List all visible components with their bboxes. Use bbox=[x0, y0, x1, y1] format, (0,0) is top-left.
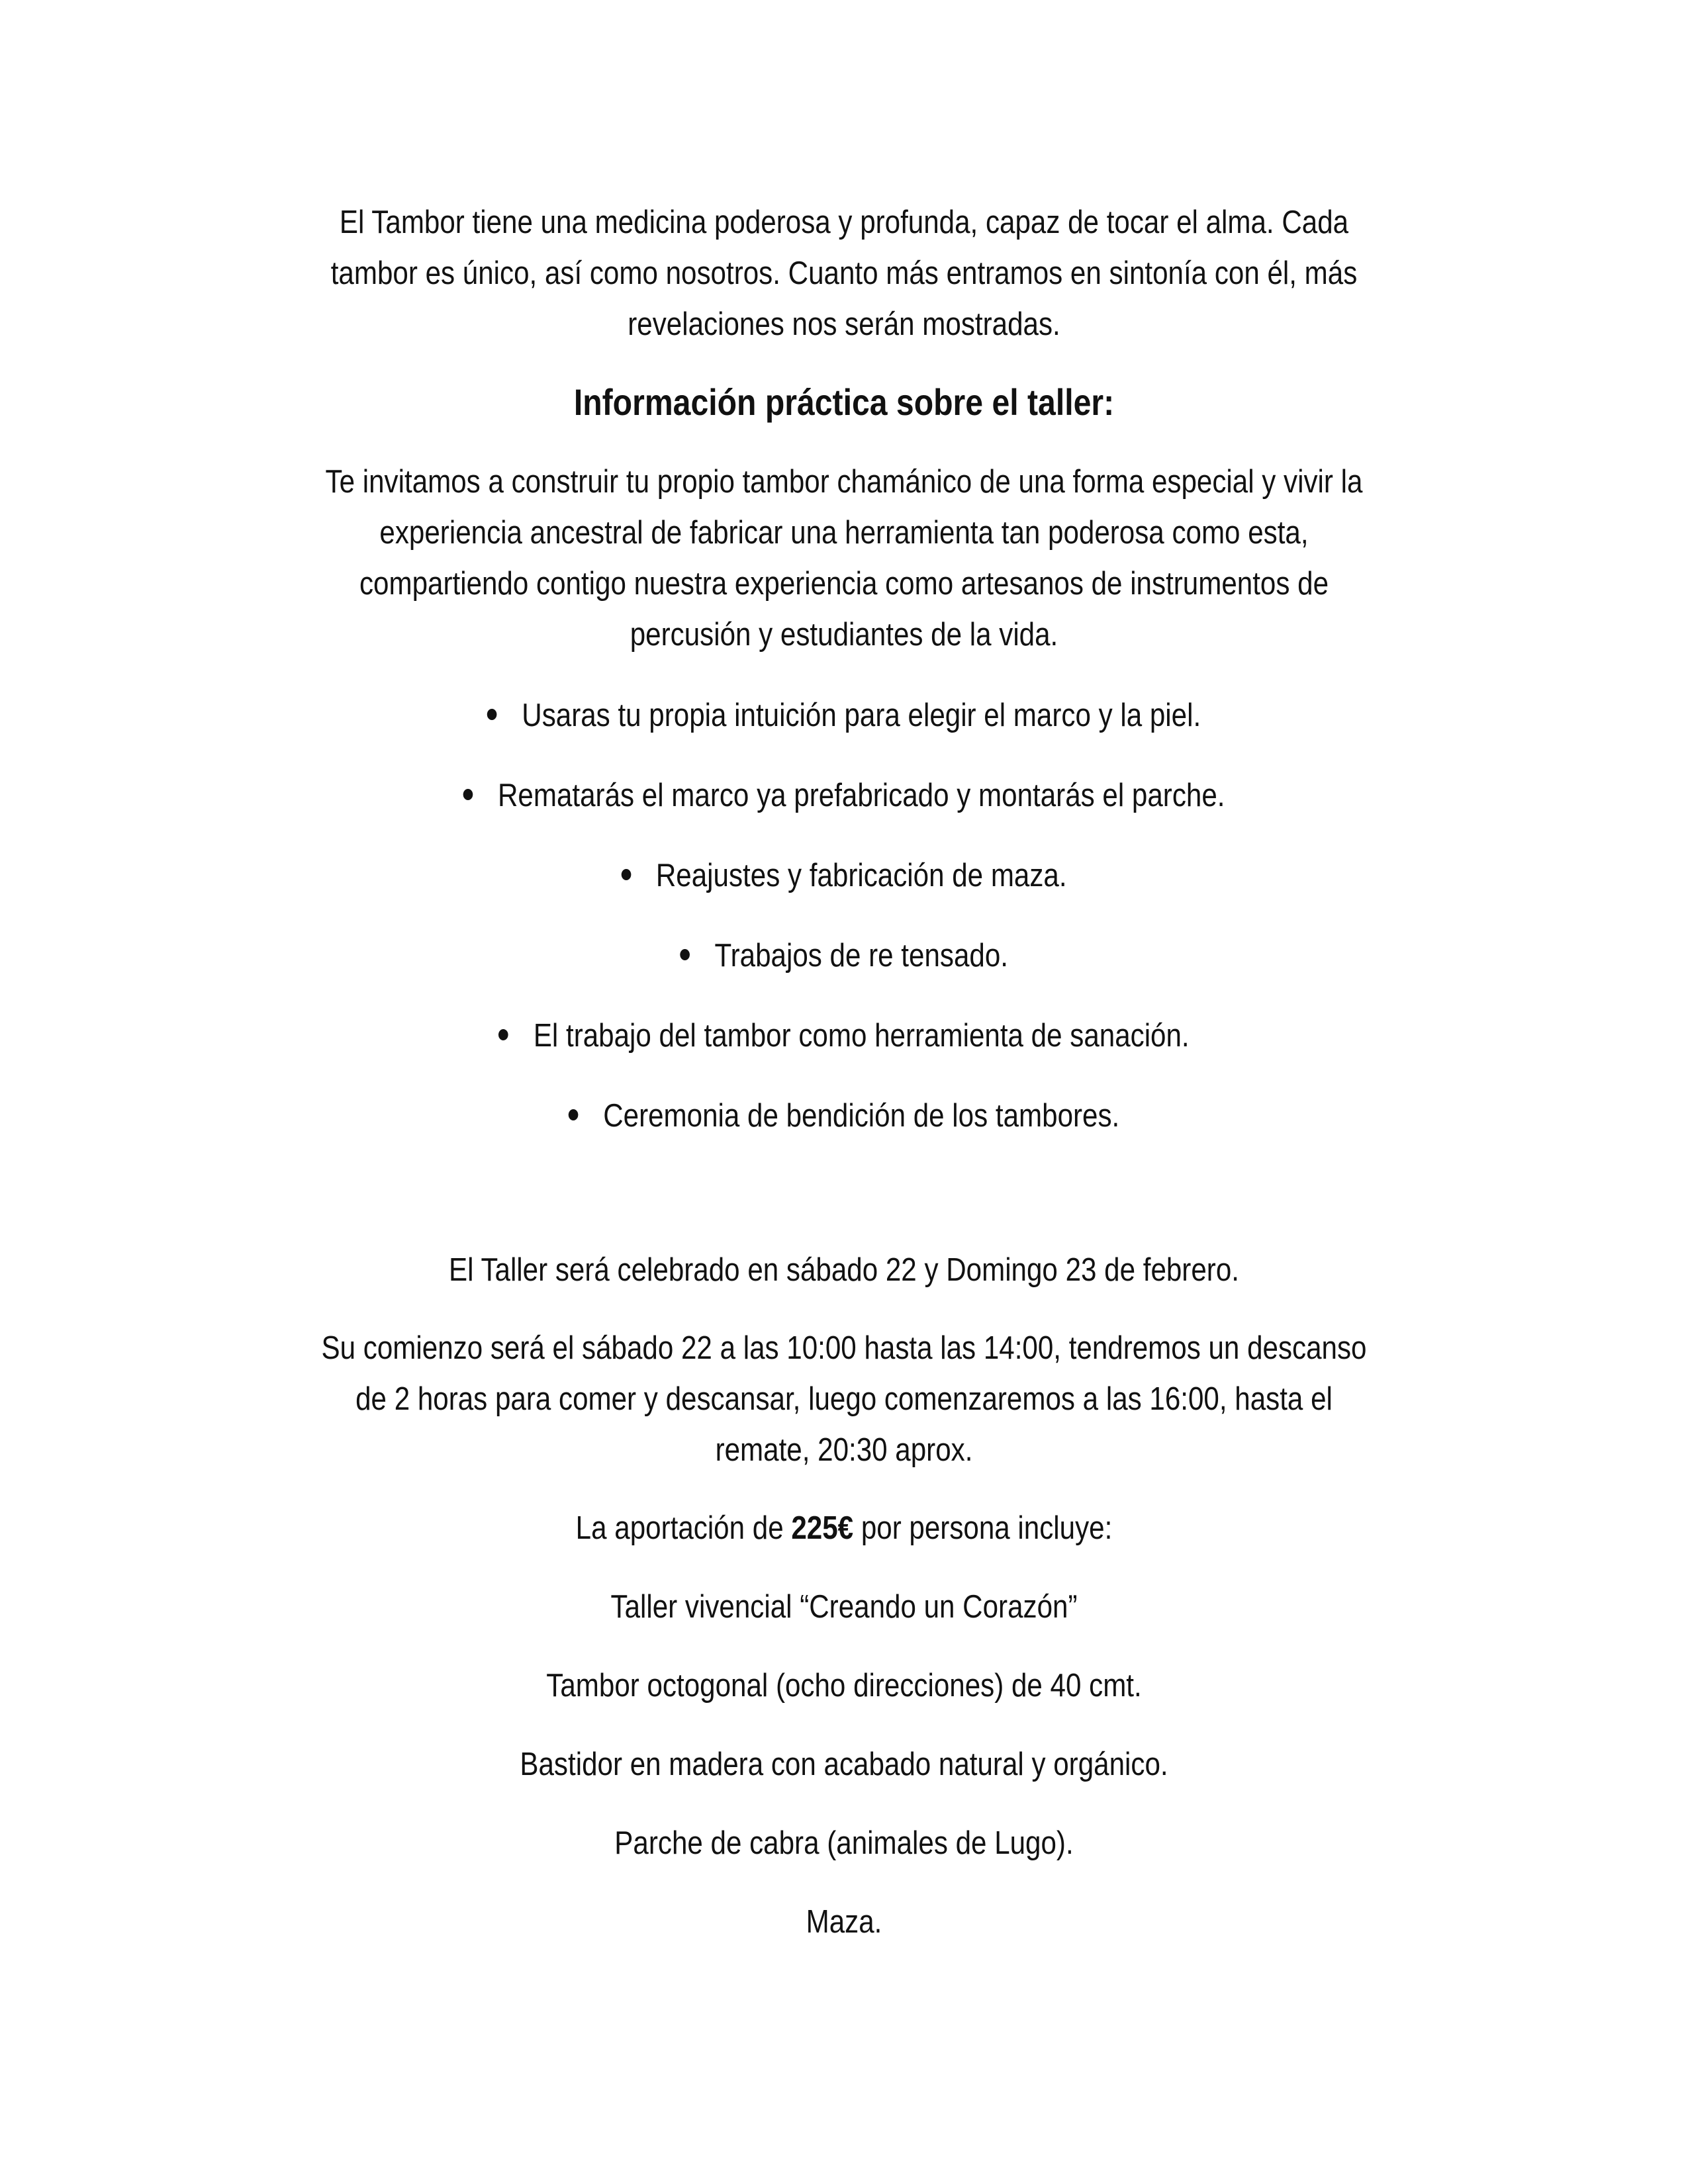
bullet-text: Trabajos de re tensado. bbox=[714, 938, 1008, 974]
invite-line: compartiendo contigo nuestra experiencia como artesanos de instrumentos de bbox=[359, 566, 1329, 602]
bullet-icon bbox=[498, 1029, 508, 1040]
schedule-line: de 2 horas para comer y descansar, luego comenzaremos a las 16:00, hasta el bbox=[355, 1381, 1333, 1417]
invite-paragraph bbox=[318, 457, 1371, 660]
invite-line: percusión y estudiantes de la vida. bbox=[630, 617, 1058, 653]
schedule-line: Su comienzo será el sábado 22 a las 10:00 hasta las 14:00, tendremos un descanso bbox=[321, 1330, 1367, 1366]
bullet-item bbox=[318, 1091, 1371, 1171]
bullet-icon bbox=[621, 869, 631, 880]
workshop-bullet-list bbox=[318, 690, 1371, 1171]
bullet-text: Reajustes y fabricación de maza. bbox=[655, 858, 1067, 893]
bullet-item bbox=[318, 770, 1371, 850]
bullet-item bbox=[318, 1011, 1371, 1091]
bullet-icon bbox=[487, 709, 497, 720]
bullet-item bbox=[318, 931, 1371, 1011]
bullet-text: Ceremonia de bendición de los tambores. bbox=[603, 1098, 1120, 1134]
intro-line: El Tambor tiene una medicina poderosa y profunda, capaz de tocar el alma. Cada bbox=[339, 205, 1349, 240]
dates-paragraph: El Taller será celebrado en sábado 22 y Domingo 23 de febrero. bbox=[449, 1252, 1239, 1288]
schedule-paragraph bbox=[318, 1323, 1371, 1476]
section-heading: Información práctica sobre el taller: bbox=[573, 381, 1115, 423]
schedule-line: remate, 20:30 aprox. bbox=[715, 1432, 973, 1468]
bullet-icon bbox=[680, 949, 690, 960]
included-item: Bastidor en madera con acabado natural y orgánico. bbox=[520, 1747, 1168, 1782]
intro-line: revelaciones nos serán mostradas. bbox=[628, 306, 1060, 342]
price-amount: 225€ bbox=[791, 1510, 854, 1546]
included-item: Maza. bbox=[806, 1904, 882, 1940]
invite-line: Te invitamos a construir tu propio tambor chamánico de una forma especial y vivir la bbox=[325, 464, 1363, 500]
price-prefix: La aportación de bbox=[575, 1510, 792, 1546]
intro-paragraph bbox=[318, 197, 1371, 350]
document-content bbox=[318, 197, 1371, 1976]
bullet-text: Rematarás el marco ya prefabricado y montarás el parche. bbox=[497, 778, 1225, 813]
bullet-icon bbox=[569, 1109, 579, 1120]
price-suffix: por persona incluye: bbox=[853, 1510, 1113, 1546]
intro-line: tambor es único, así como nosotros. Cuanto más entramos en sintonía con él, más bbox=[330, 255, 1358, 291]
included-item: Parche de cabra (animales de Lugo). bbox=[614, 1825, 1074, 1861]
invite-line: experiencia ancestral de fabricar una herramienta tan poderosa como esta, bbox=[379, 515, 1309, 551]
bullet-item bbox=[318, 690, 1371, 770]
included-item: Tambor octogonal (ocho direcciones) de 40 cmt. bbox=[546, 1668, 1142, 1704]
price-line bbox=[318, 1503, 1371, 1582]
bullet-text: Usaras tu propia intuición para elegir el marco y la piel. bbox=[522, 698, 1201, 733]
included-item: Taller vivencial “Creando un Corazón” bbox=[610, 1589, 1078, 1625]
bullet-icon bbox=[463, 789, 473, 800]
bullet-text: El trabajo del tambor como herramienta de sanación. bbox=[533, 1018, 1190, 1054]
bullet-item bbox=[318, 850, 1371, 931]
